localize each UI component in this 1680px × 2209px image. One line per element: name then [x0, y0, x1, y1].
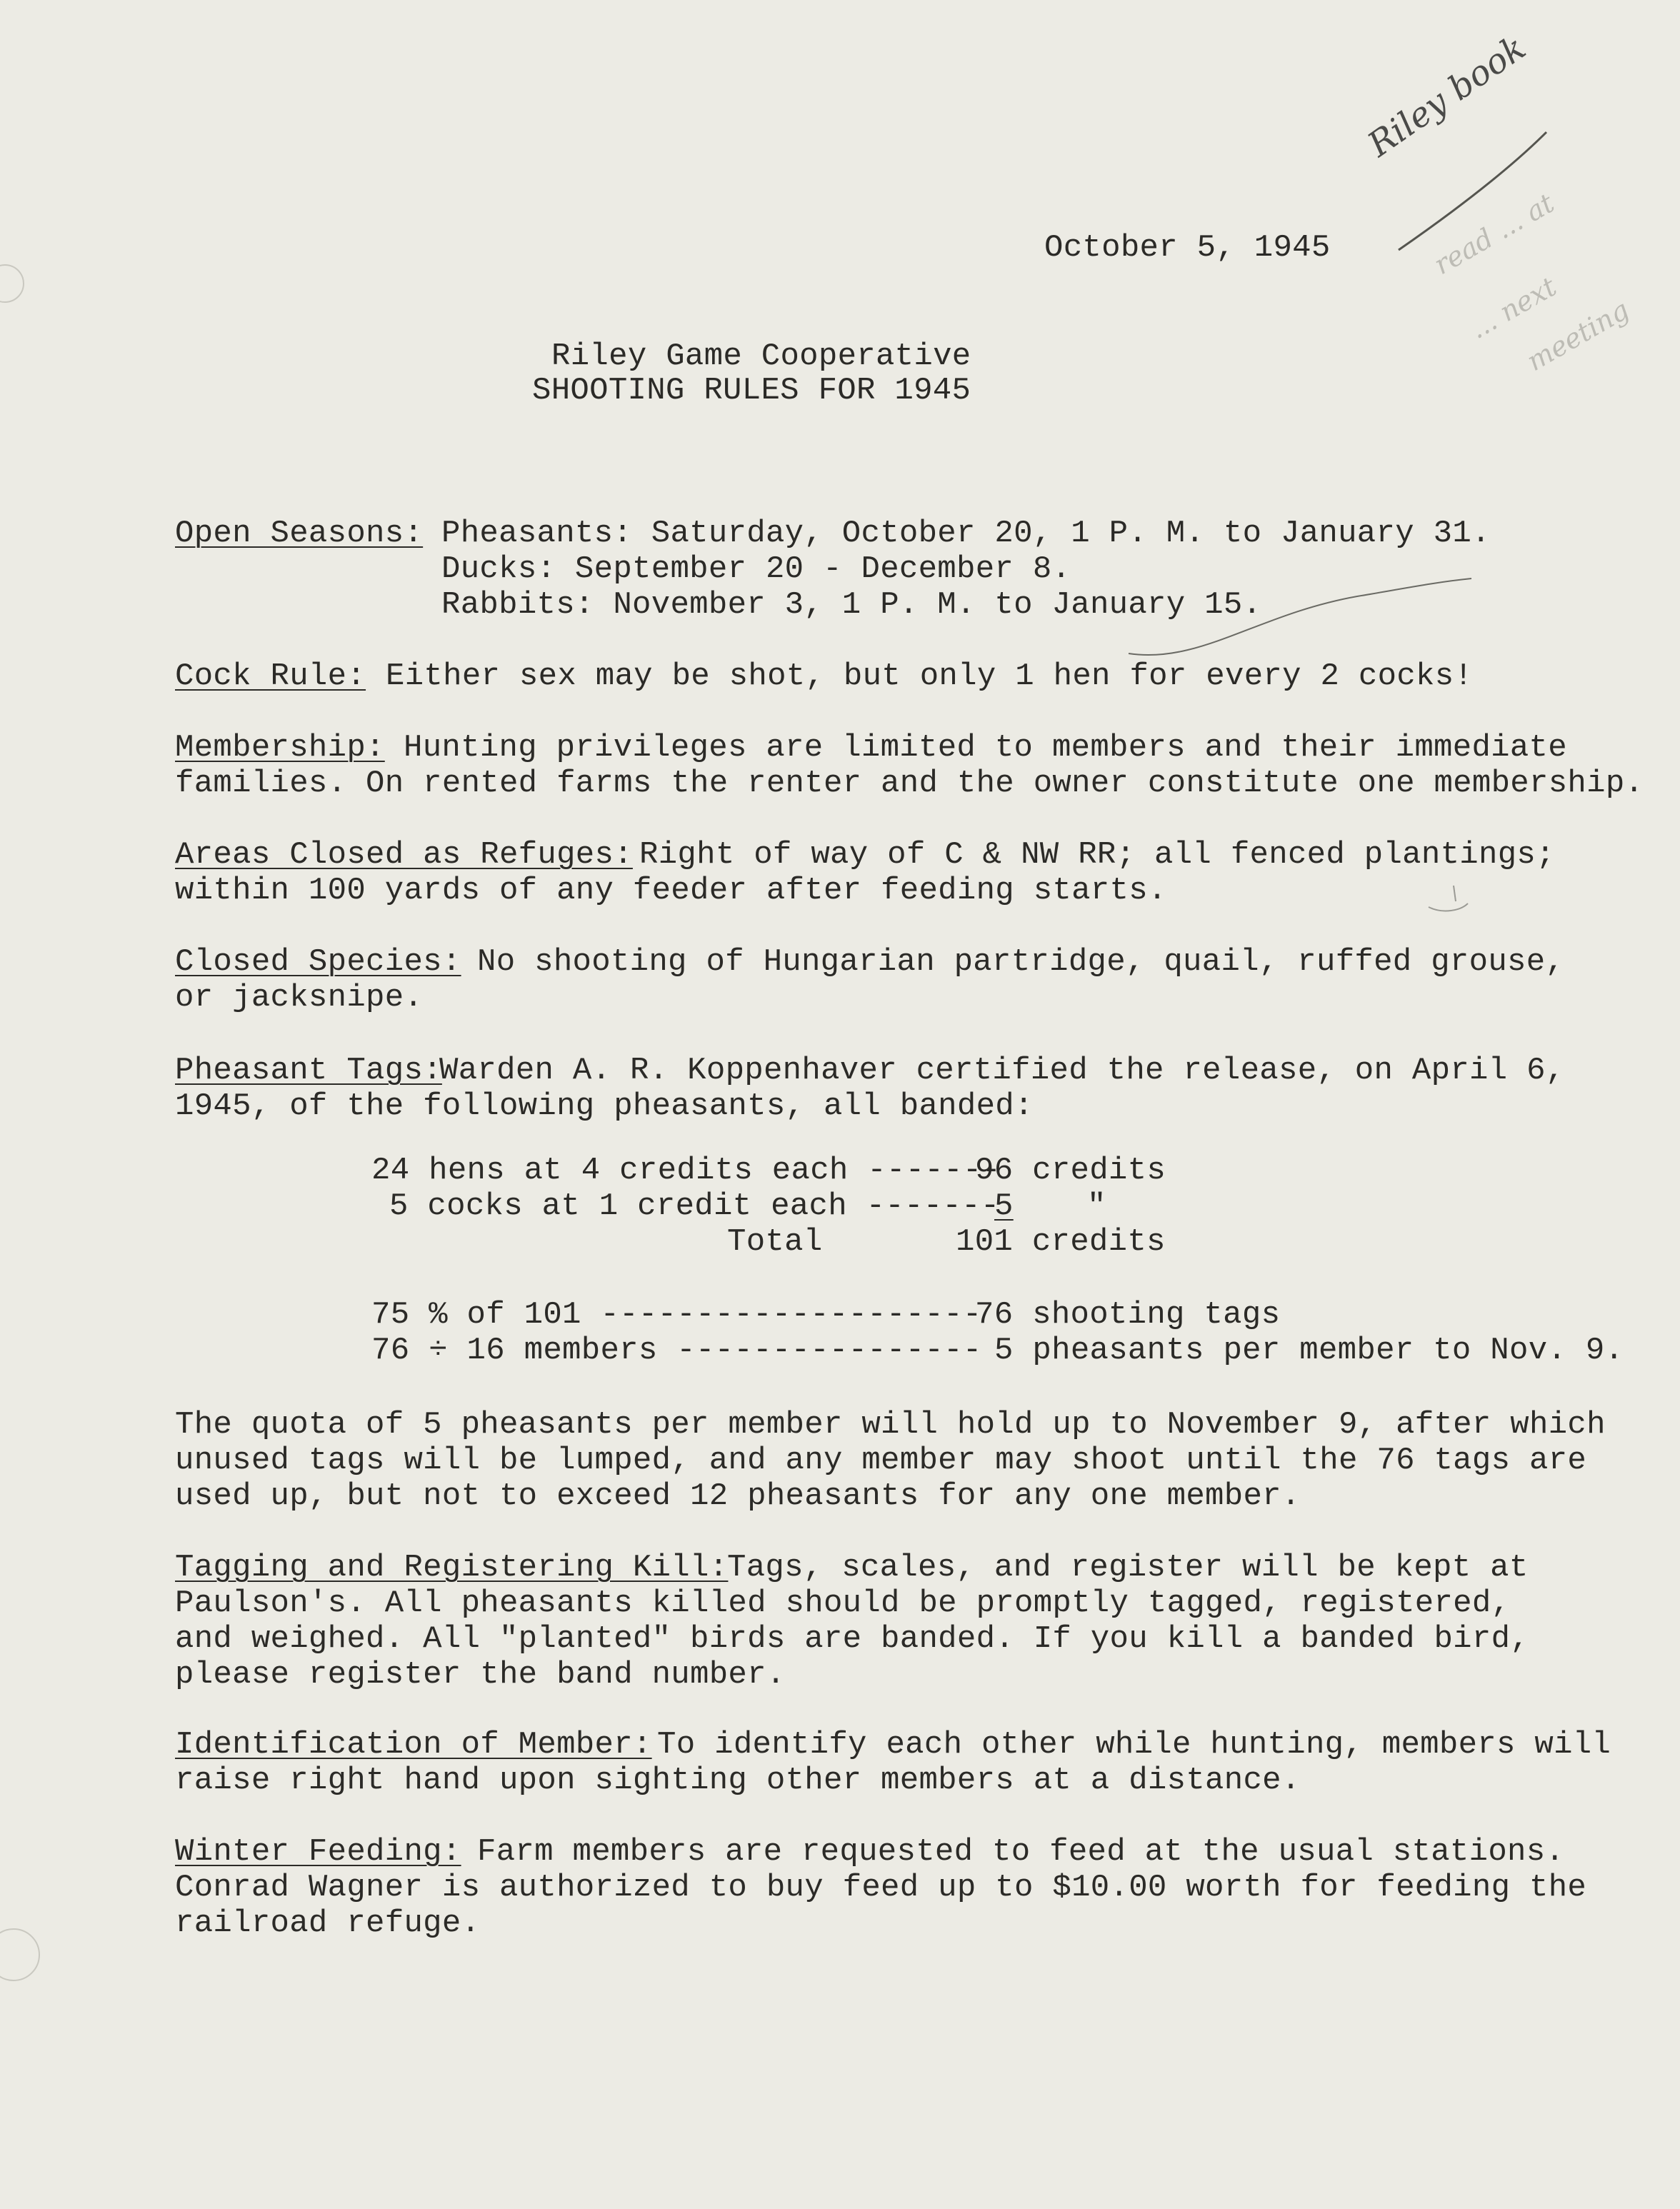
tagging-label: Tagging and Registering Kill:	[175, 1550, 729, 1586]
ditto-mark: "	[1087, 1188, 1106, 1224]
refuges-text: Right of way of C & NW RR; all fenced plantings;	[639, 837, 1555, 873]
organization-name: Riley Game Cooperative	[551, 339, 971, 374]
document-title: SHOOTING RULES FOR 1945	[532, 373, 971, 409]
tags-percent-result: 76 shooting tags	[975, 1297, 1281, 1333]
identification-text: To identify each other while hunting, members will	[657, 1727, 1611, 1763]
handwritten-faint-note: meeting	[1521, 294, 1635, 378]
winter-feeding-text: Conrad Wagner is authorized to buy feed up to $10.00 worth for feeding the	[175, 1870, 1587, 1905]
credits-hens-line: 24 hens at 4 credits each -------	[371, 1153, 1001, 1188]
pheasant-tags-label: Pheasant Tags:	[175, 1053, 442, 1088]
tagging-text: please register the band number.	[175, 1657, 786, 1693]
quota-text: used up, but not to exceed 12 pheasants for any one member.	[175, 1478, 1301, 1514]
credits-cocks-line: 5 cocks at 1 credit each -------	[389, 1188, 1000, 1224]
closed-species-text: or jacksnipe.	[175, 980, 424, 1016]
credits-hens-value: 96 credits	[975, 1153, 1166, 1188]
handwritten-riley-book: Riley book	[1361, 27, 1534, 165]
tags-percent-line: 75 % of 101 --------------------	[371, 1297, 982, 1333]
membership-text: families. On rented farms the renter and the owner constitute one membership.	[175, 766, 1644, 801]
tags-division-line: 76 ÷ 16 members ----------------	[371, 1333, 982, 1368]
tagging-text: and weighed. All "planted" birds are banded. If you kill a banded bird,	[175, 1621, 1530, 1657]
open-seasons-pheasants: Pheasants: Saturday, October 20, 1 P. M. to January 31.	[441, 516, 1491, 551]
credits-total-value: 101 credits	[956, 1224, 1166, 1260]
quota-text: unused tags will be lumped, and any member may shoot until the 76 tags are	[175, 1443, 1587, 1478]
pheasant-tags-text: Warden A. R. Koppenhaver certified the release, on April 6,	[439, 1053, 1565, 1088]
credits-cocks-value: 5	[994, 1188, 1014, 1224]
closed-species-text: No shooting of Hungarian partridge, quail, ruffed grouse,	[477, 944, 1565, 980]
tagging-text: Tags, scales, and register will be kept at	[727, 1550, 1529, 1586]
open-seasons-label: Open Seasons:	[175, 516, 424, 551]
closed-species-label: Closed Species:	[175, 944, 461, 980]
document-date: October 5, 1945	[1044, 230, 1331, 266]
identification-text: raise right hand upon sighting other members at a distance.	[175, 1763, 1301, 1798]
refuges-label: Areas Closed as Refuges:	[175, 837, 633, 873]
open-seasons-ducks: Ducks: September 20 - December 8.	[441, 551, 1071, 587]
winter-feeding-text: railroad refuge.	[175, 1905, 481, 1941]
cock-rule-label: Cock Rule:	[175, 658, 366, 694]
refuges-text: within 100 yards of any feeder after feeding starts.	[175, 873, 1167, 908]
cock-rule-text: Either sex may be shot, but only 1 hen for every 2 cocks!	[386, 658, 1474, 694]
tags-division-result: 5 pheasants per member to Nov. 9.	[994, 1333, 1624, 1368]
credits-total-label: Total	[727, 1224, 823, 1260]
handwritten-faint-note: read ... at	[1429, 187, 1560, 281]
winter-feeding-text: Farm members are requested to feed at the usual stations.	[477, 1834, 1565, 1870]
membership-text: Hunting privileges are limited to members and their immediate	[404, 730, 1567, 766]
winter-feeding-label: Winter Feeding:	[175, 1834, 461, 1870]
identification-label: Identification of Member:	[175, 1727, 652, 1763]
quota-text: The quota of 5 pheasants per member will hold up to November 9, after which	[175, 1407, 1606, 1443]
open-seasons-rabbits: Rabbits: November 3, 1 P. M. to January 15.	[441, 587, 1262, 623]
membership-label: Membership:	[175, 730, 385, 766]
pheasant-tags-text: 1945, of the following pheasants, all banded:	[175, 1088, 1034, 1124]
handwritten-faint-note: ... next	[1464, 271, 1562, 346]
tagging-text: Paulson's. All pheasants killed should be promptly tagged, registered,	[175, 1586, 1511, 1621]
